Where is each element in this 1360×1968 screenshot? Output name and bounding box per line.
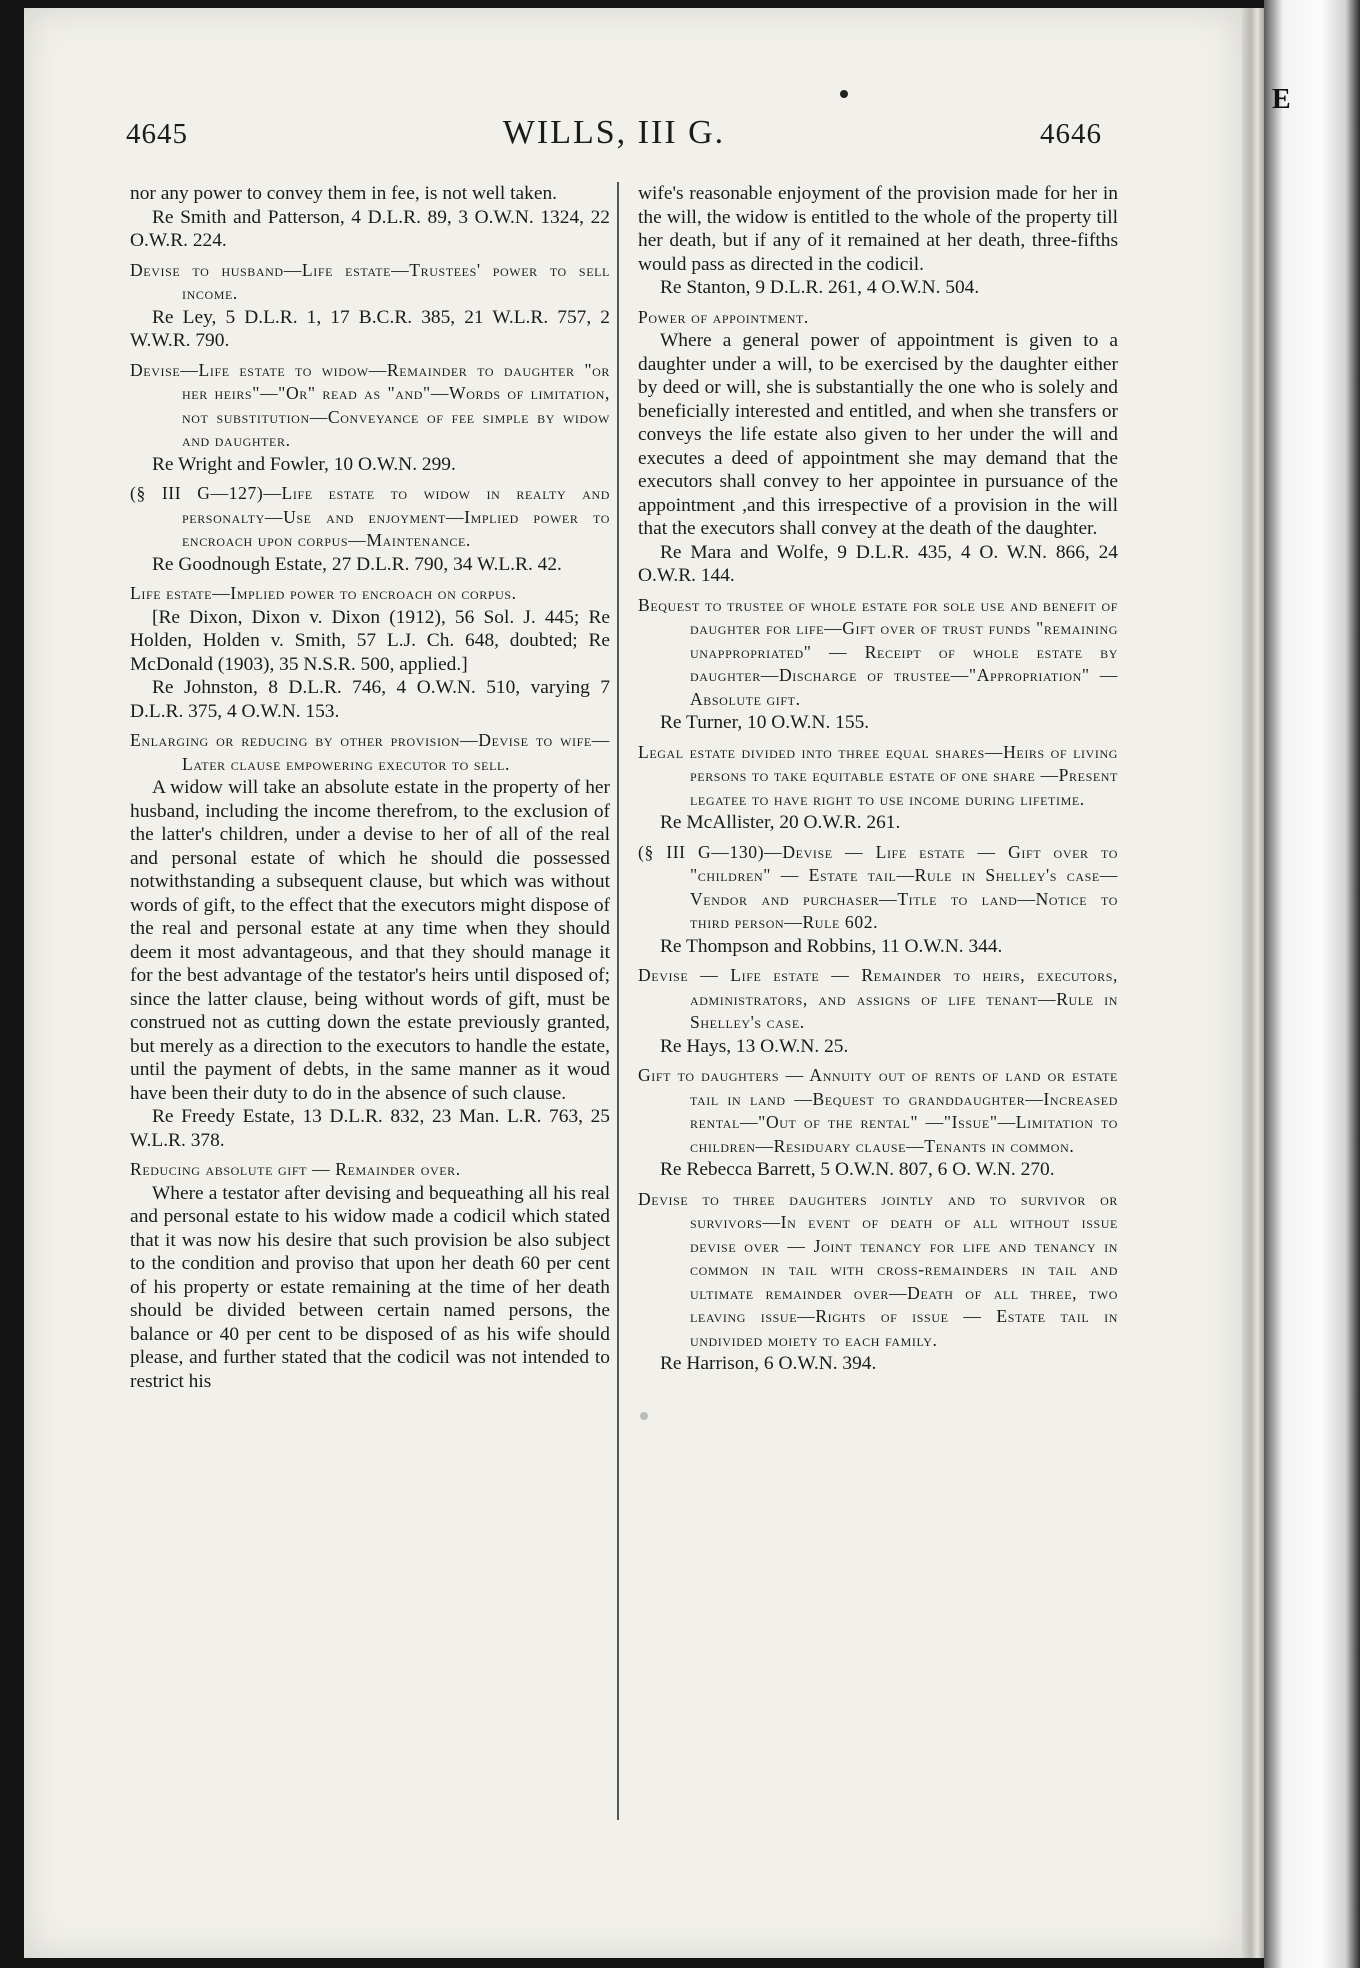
column-rule	[617, 182, 619, 1820]
right-case-citation: Re Harrison, 6 O.W.N. 394.	[660, 1353, 877, 1374]
left-section-heading: Devise—Life estate to widow—Remainder to daughter "or her heirs"—"Or" read as "and"—Words of limitation, not substitution—Conveyance of fee simple by widow and daughter.	[130, 359, 610, 450]
ink-dot	[840, 90, 848, 98]
edge-letter: E	[1272, 84, 1291, 115]
right-case-citation: Re Turner, 10 O.W.N. 155.	[660, 712, 870, 733]
page-header	[126, 114, 1102, 162]
right-section-heading: Bequest to trustee of whole estate for sole use and benefit of daughter for life—Gift over of trust funds "remaining unappropriated" — Receipt of whole estate by daughter—Discharge of trustee—"Appropriation" —Absolute gift.	[638, 594, 1118, 709]
page-number-right: 4646	[1040, 118, 1102, 150]
right-continued-paragraph: wife's reasonable enjoyment of the provision made for her in the will, the widow is entitled to the whole of the property till her death, but if any of it remained at her death, three-fifths would pass as directed in the codicil.	[638, 183, 1118, 275]
page-edge	[1242, 8, 1264, 1958]
right-case-citation: Re Hays, 13 O.W.N. 25.	[660, 1035, 849, 1057]
right-section-heading: (§ III G—130)—Devise — Life estate — Gift over to "children" — Estate tail—Rule in Shelley's case—Vendor and purchaser—Title to land—Notice to third person—Rule 602.	[638, 841, 1118, 932]
left-section-heading: (§ III G—127)—Life estate to widow in realty and personalty—Use and enjoyment—Implied power to encroach upon corpus—Maintenance.	[130, 483, 610, 550]
adjacent-page-edge	[1264, 0, 1360, 1968]
ink-smudge	[640, 1412, 648, 1420]
left-section-heading: Life estate—Implied power to encroach on corpus.	[130, 583, 517, 603]
right-case-citation: Re McAllister, 20 O.W.R. 261.	[660, 812, 901, 833]
left-body-paragraph: A widow will take an absolute estate in the property of her husband, including the income therefrom, to the exclusion of the latter's children, under a devise to her of all of the real and personal estate of which he should die possessed notwithstanding a subsequent clause, but which was without words of gift, to the effect that the executors might dispose of the real and personal estate at any time when they should deem it most advantageous, and that they should manage it for the best advantage of the testator's heirs until disposed of; since the latter clause, being without words of gift, must be construed not as cutting down the estate previously granted, but merely as a direction to the executors to handle the estate, until the payment of debts, in the same manner as it woud have been their duty to do in the absence of such clause.	[130, 777, 610, 1104]
left-continued-paragraph: nor any power to convey them in fee, is not well taken.	[130, 183, 558, 204]
right-section-heading: Gift to daughters — Annuity out of rents of land or estate tail in land —Bequest to granddaughter—Increased rental—"Out of the rental" —"Issue"—Limitation to children—Residuary clause—Tenants in common.	[638, 1065, 1118, 1156]
right-body-paragraph: Where a general power of appointment is given to a daughter under a will, to be exercised by the daughter either by deed or will, she is substantially the one who is solely and beneficially interested and entitled, and when she transfers or conveys the life estate also given to her under the will and executes a deed of appointment she may demand that the executors shall convey to her appointee in pursuance of the appointment ,and this irrespective of a provision in the will that the executors shall convey at the death of the daughter.	[638, 330, 1118, 539]
left-body-paragraph: Where a testator after devising and bequeathing all his real and personal estate to his widow made a codicil which stated that it was now his desire that such provision be also subject to the condition and proviso that upon her death 60 per cent of his property or estate remaining at the time of her death should be divided between certain named persons, the balance or 40 per cent to be disposed of as his wife should please, and further stated that the codicil was not intended to restrict his	[130, 1182, 610, 1392]
right-column	[638, 182, 1118, 1376]
right-section-heading: Power of appointment.	[638, 306, 809, 327]
right-section-heading: Devise to three daughters jointly and to survivor or survivors—In event of death of all without issue devise over — Joint tenancy for life and tenancy in common in tail with cross-remainders in tail and ultimate remainder over—Death of all three, two leaving issue—Rights of issue — Estate tail in undivided moiety to each family.	[638, 1188, 1118, 1350]
left-case-citation: Re Ley, 5 D.L.R. 1, 17 B.C.R. 385, 21 W.L.R. 757, 2 W.W.R. 790.	[130, 306, 610, 351]
right-case-citation: Re Thompson and Robbins, 11 O.W.N. 344.	[660, 935, 1003, 957]
left-section-heading: Reducing absolute gift — Remainder over.	[130, 1159, 461, 1179]
right-section-heading: Legal estate divided into three equal shares—Heirs of living persons to take equitable estate of one share —Present legatee to have right to use income during lifetime.	[638, 741, 1118, 809]
page-number-left: 4645	[126, 118, 188, 150]
left-case-citation: Re Johnston, 8 D.L.R. 746, 4 O.W.N. 510, varying 7 D.L.R. 375, 4 O.W.N. 153.	[130, 677, 610, 722]
left-section-heading: Enlarging or reducing by other provision—Devise to wife—Later clause empowering executor to sell.	[130, 730, 610, 774]
right-case-citation: Re Mara and Wolfe, 9 D.L.R. 435, 4 O. W.N. 866, 24 O.W.R. 144.	[638, 541, 1118, 586]
left-section-heading: Devise to husband—Life estate—Trustees' power to sell income.	[130, 259, 610, 303]
running-head: WILLS, III G.	[502, 114, 726, 151]
left-case-citation: [Re Dixon, Dixon v. Dixon (1912), 56 Sol. J. 445; Re Holden, Holden v. Smith, 57 L.J. Ch. 648, doubted; Re McDonald (1903), 35 N.S.R. 500, applied.]	[130, 606, 610, 675]
left-case-citation: Re Freedy Estate, 13 D.L.R. 832, 23 Man. L.R. 763, 25 W.L.R. 378.	[130, 1106, 610, 1151]
right-case-citation: Re Stanton, 9 D.L.R. 261, 4 O.W.N. 504.	[660, 277, 980, 298]
right-section-heading: Devise — Life estate — Remainder to heirs, executors, administrators, and assigns of life tenant—Rule in Shelley's case.	[638, 965, 1118, 1032]
left-case-citation: Re Goodnough Estate, 27 D.L.R. 790, 34 W.L.R. 42.	[152, 553, 562, 575]
right-case-citation: Re Rebecca Barrett, 5 O.W.N. 807, 6 O. W.N. 270.	[660, 1159, 1055, 1180]
left-case-citation: Re Wright and Fowler, 10 O.W.N. 299.	[152, 453, 456, 475]
left-case-citation: Re Smith and Patterson, 4 D.L.R. 89, 3 O.W.N. 1324, 22 O.W.R. 224.	[130, 206, 610, 251]
left-column	[130, 182, 610, 1393]
